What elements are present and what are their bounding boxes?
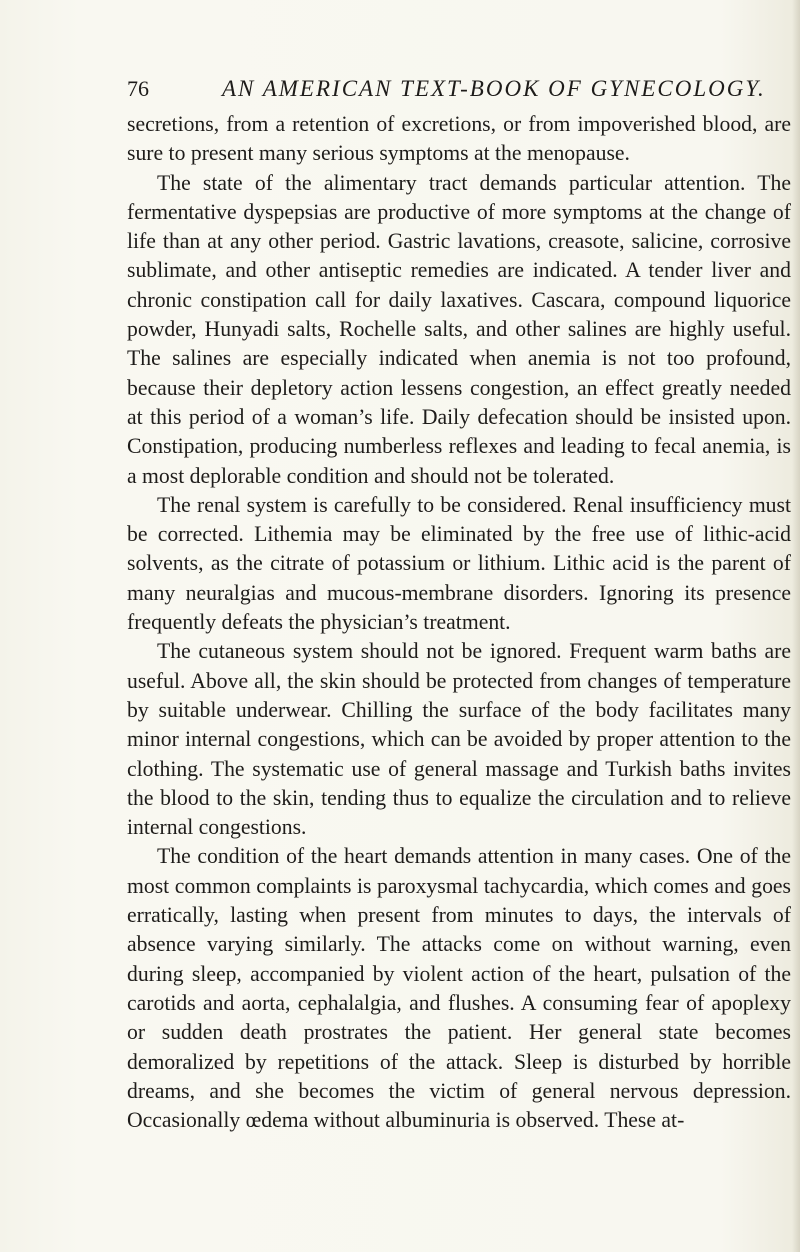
body-text [127, 110, 791, 1135]
paragraph-renal-system: The renal system is carefully to be considered. Renal insufficiency must be corrected. Lithemia may be eliminated by the free use of lithic-acid solvents, as the citrate of potassium or lithium. Lithic acid is the parent of many neuralgias and mucous-membrane disorders. Ignoring its presence frequently defeats the physician’s treatment. [127, 492, 791, 635]
page-edge-shadow [792, 0, 800, 1252]
running-title: AN AMERICAN TEXT-BOOK OF GYNECOLOGY. [222, 76, 766, 101]
paragraph-heart: The condition of the heart demands attention in many cases. One of the most common complaints is paroxysmal tachycardia, which comes and goes erratically, lasting when present from minutes to days, the intervals of absence varying similarly. The attacks come on without warning, even during sleep, accompanied by violent action of the heart, pulsation of the carotids and aorta, cephalalgia, and flushes. A consuming fear of apoplexy or sudden death prostrates the patient. Her general state becomes demoralized by repetitions of the attack. Sleep is disturbed by horrible dreams, and she becomes the victim of general nervous depression. Occasionally œdema without albuminuria is observed. These at- [127, 844, 791, 1133]
running-head [127, 72, 787, 106]
page-number: 76 [127, 76, 149, 101]
paragraph-cutaneous-system: The cutaneous system should not be ignored. Frequent warm baths are useful. Above all, the skin should be protected from changes of temperature by suitable underwear. Chilling the surface of the body facilitates many minor internal congestions, which can be avoided by proper attention to the clothing. The systematic use of general massage and Turkish baths invites the blood to the skin, tending thus to equalize the circulation and to relieve internal congestions. [127, 639, 791, 840]
paragraph-continuation: secretions, from a retention of excretions, or from impoverished blood, are sure to present many serious symptoms at the menopause. [127, 112, 791, 166]
paragraph-alimentary-tract: The state of the alimentary tract demands particular attention. The fermentative dyspepsias are productive of more symptoms at the change of life than at any other period. Gastric lavations, creasote, salicine, corrosive sublimate, and other antiseptic remedies are indicated. A tender liver and chronic constipation call for daily laxatives. Cascara, compound liquorice powder, Hunyadi salts, Rochelle salts, and other salines are highly useful. The salines are especially indicated when anemia is not too profound, because their depletory action lessens congestion, an effect greatly needed at this period of a woman’s life. Daily defecation should be insisted upon. Constipation, producing numberless reflexes and leading to fecal anemia, is a most deplorable condition and should not be tolerated. [127, 170, 791, 488]
